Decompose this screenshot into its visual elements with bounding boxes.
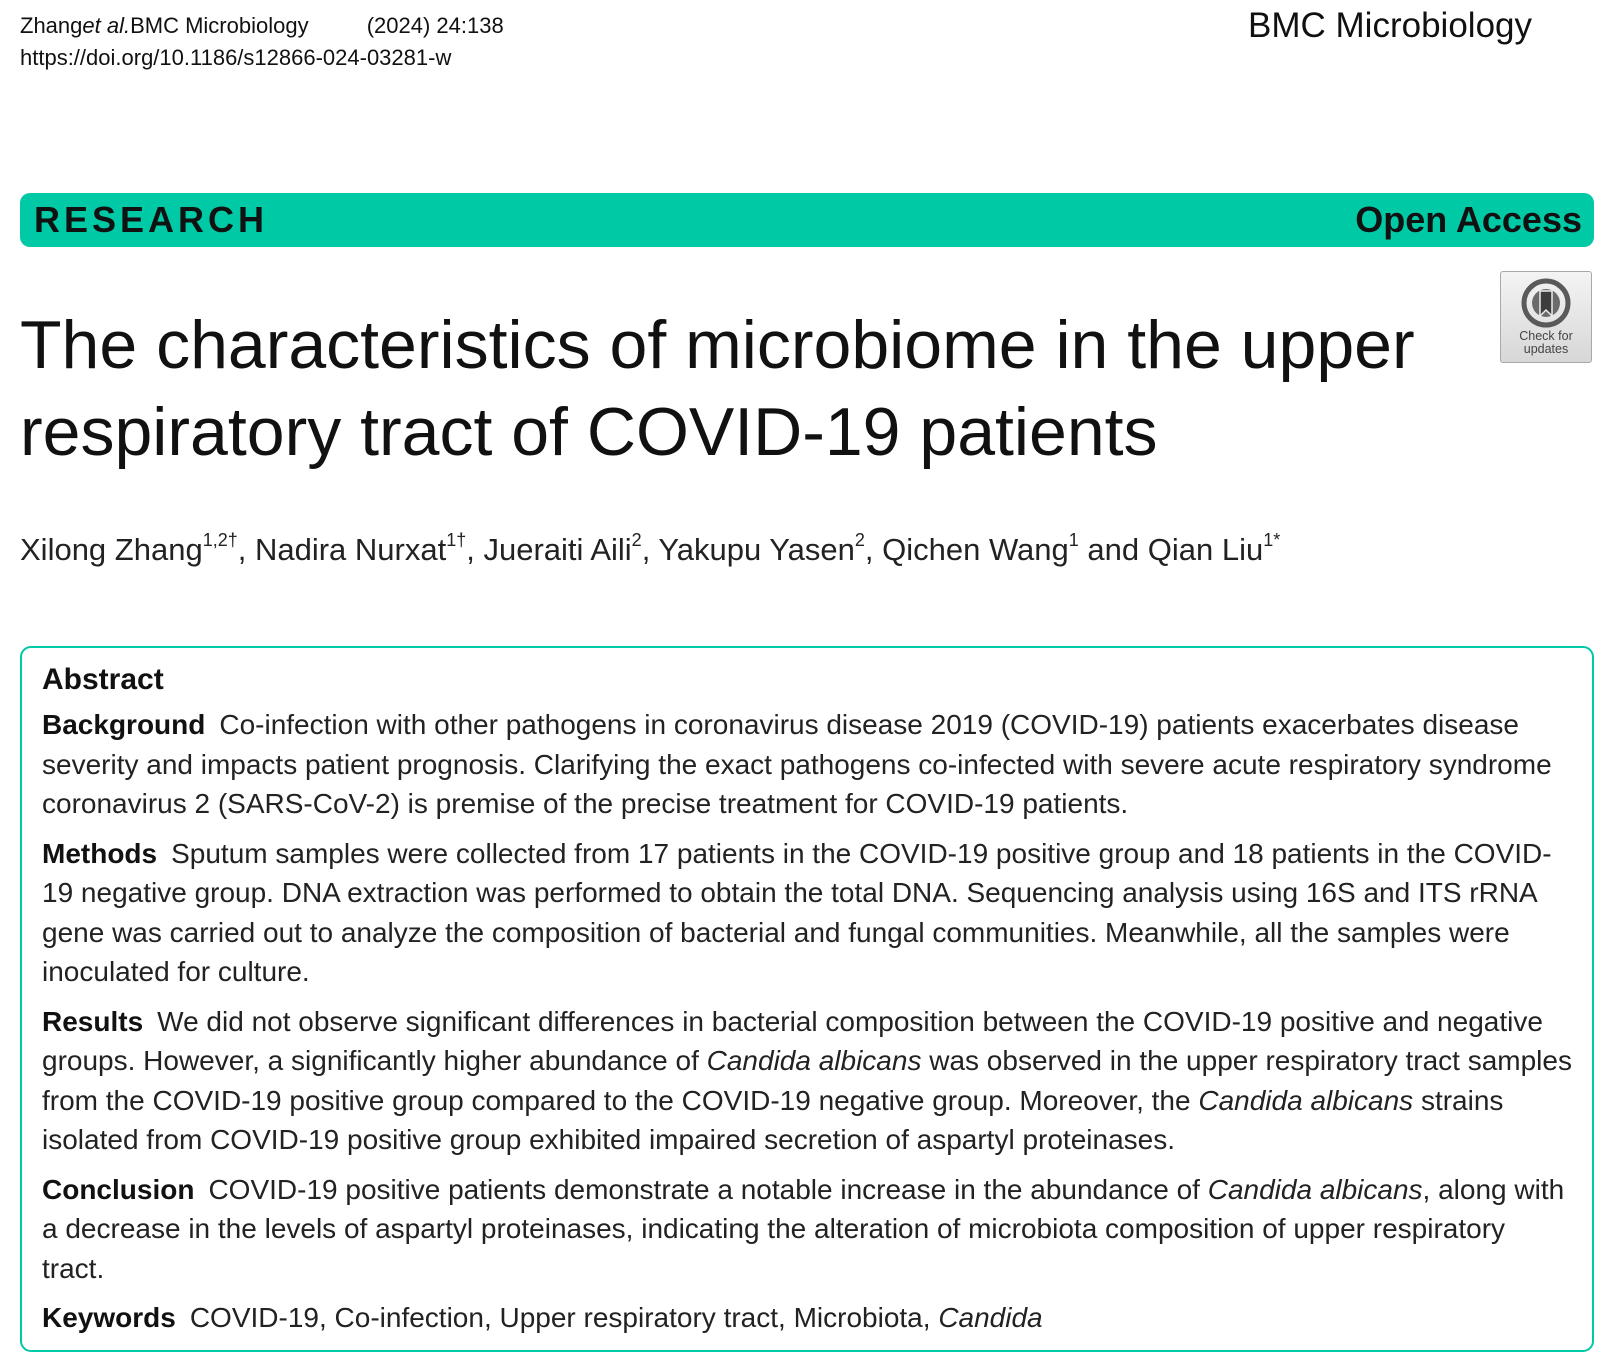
abstract-results (42, 1002, 1572, 1160)
author[interactable] (658, 532, 865, 567)
section-label: Results (42, 1005, 144, 1037)
check-for-updates-line1: Check for (1519, 329, 1573, 343)
author-affiliation: 2 (854, 530, 865, 550)
author[interactable] (882, 532, 1079, 567)
citation-line (20, 10, 504, 42)
section-text: Sputum samples were collected from 17 patients in the COVID-19 positive group and 18 patients in the COVID-19 negative group. DNA extraction was performed to obtain the total DNA. Sequencing analysis using 16S and ITS rRNA gene was carried out to analyze the composition of bacterial and fungal communities. Meanwhile, all the samples were inoculated for culture. (42, 837, 1552, 987)
author-affiliation: 1† (446, 530, 467, 550)
author-separator: , (237, 532, 255, 567)
section-text: was observed in the upper respiratory tract samples from the COVID-19 positive group compared to the COVID-19 negative group. Moreover, the (42, 1045, 1572, 1116)
article-type-banner (20, 193, 1594, 247)
article-title: The characteristics of microbiome in the upper respiratory tract of COVID-19 patients (20, 307, 1415, 470)
keywords-text: COVID-19, Co-infection, Upper respiratory tract, Microbiota, (189, 1302, 939, 1333)
author-separator: and (1078, 532, 1148, 567)
section-text: strains isolated from COVID-19 positive group exhibited impaired secretion of aspartyl proteinases. (42, 1084, 1504, 1155)
author[interactable] (255, 532, 466, 567)
author-name: Nadira Nurxat (254, 532, 447, 567)
author-name: Jueraiti Aili (483, 532, 632, 567)
species-name: Candida albicans (706, 1045, 922, 1076)
abstract-keywords (42, 1298, 1572, 1338)
author-affiliation: 1* (1263, 530, 1281, 550)
author-separator: , (641, 532, 659, 567)
check-for-updates-button[interactable] (1500, 271, 1592, 363)
species-name: Candida albicans (1198, 1084, 1414, 1116)
bookmark-circle-icon (1521, 278, 1571, 328)
citation-authors (20, 10, 309, 42)
section-label: Background (42, 709, 206, 740)
article-type-label: RESEARCH (34, 199, 269, 240)
author[interactable] (483, 532, 641, 567)
species-name: Candida albicans (1207, 1173, 1423, 1205)
citation-etal: et al. (82, 13, 131, 38)
author-affiliation: 1 (1068, 530, 1079, 550)
section-text: COVID-19 positive patients demonstrate a notable increase in the abundance of (208, 1173, 1208, 1205)
citation-author-name: Zhang (20, 13, 83, 38)
author-separator: , (864, 532, 883, 567)
author[interactable] (1148, 532, 1280, 567)
author[interactable] (20, 532, 238, 567)
check-for-updates-label (1501, 330, 1591, 356)
abstract-conclusion (42, 1170, 1572, 1289)
abstract-methods (42, 834, 1572, 992)
open-access-label: Open Access (1355, 199, 1582, 240)
section-text: Co-infection with other pathogens in coronavirus disease 2019 (COVID-19) patients exacerbates disease severity and impacts patient prognosis. Clarifying the exact pathogens co-infected with severe acute respiratory syndrome coronavirus 2 (SARS-CoV-2) is premise of the precise treatment for COVID-19 patients. (42, 709, 1552, 819)
author-name: Qian Liu (1147, 532, 1264, 567)
check-for-updates-line2: updates (1523, 342, 1569, 356)
journal-name: BMC Microbiology (1248, 6, 1532, 45)
author-affiliation: 2 (631, 530, 642, 550)
author-list (20, 532, 1280, 568)
section-label: Conclusion (42, 1173, 195, 1205)
author-name: Qichen Wang (882, 532, 1069, 567)
abstract-box (20, 646, 1594, 1352)
section-text: We did not observe significant differences in bacterial composition between the COVID-19 positive and negative groups. However, a significantly higher abundance of (42, 1005, 1543, 1076)
section-text: , along with a decrease in the levels of aspartyl proteinases, indicating the alteration of microbiota composition of upper respiratory tract. (42, 1173, 1565, 1284)
abstract-background (42, 705, 1572, 824)
section-label: Keywords (42, 1302, 176, 1333)
abstract-heading: Abstract (42, 663, 164, 696)
author-name: Xilong Zhang (20, 532, 203, 567)
citation-year: (2024) 24:138 (366, 13, 504, 38)
author-affiliation: 1,2† (202, 530, 238, 550)
author-name: Yakupu Yasen (658, 532, 855, 567)
keyword-italic: Candida (938, 1302, 1043, 1333)
doi-link[interactable]: https://doi.org/10.1186/s12866-024-03281-w (20, 45, 452, 70)
citation-journal: BMC Microbiology (130, 13, 309, 38)
citation-header (20, 10, 504, 74)
author-separator: , (466, 532, 484, 567)
section-label: Methods (42, 837, 158, 869)
